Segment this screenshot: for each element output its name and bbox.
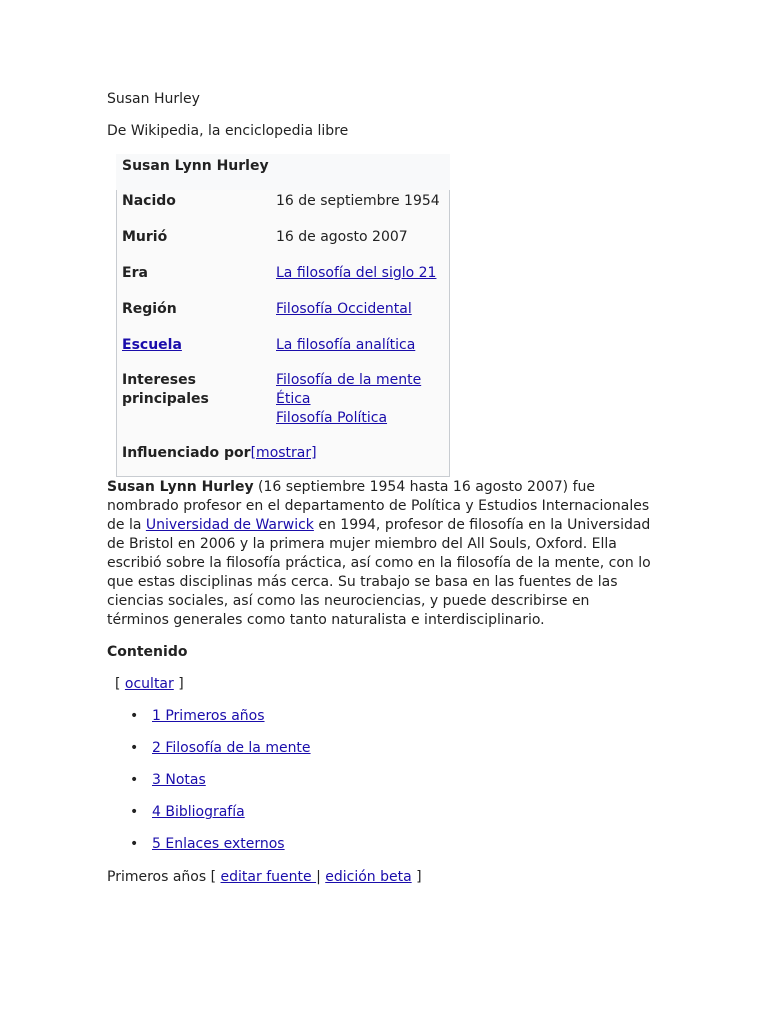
interest-link-politics[interactable]: Filosofía Política bbox=[276, 410, 388, 426]
edit-source-link[interactable]: editar fuente bbox=[220, 869, 317, 885]
influenced-toggle-link[interactable]: [mostrar] bbox=[250, 445, 317, 461]
infobox-value-interests bbox=[276, 371, 421, 428]
infobox-label-born: Nacido bbox=[122, 193, 176, 209]
infobox-value-school bbox=[276, 336, 415, 355]
bullet-icon: • bbox=[130, 836, 139, 852]
intro-bold-name: Susan Lynn Hurley bbox=[107, 479, 254, 495]
school-label-link[interactable]: Escuela bbox=[122, 337, 182, 353]
bullet-icon: • bbox=[130, 740, 139, 756]
infobox-row-influenced bbox=[122, 444, 317, 463]
school-link[interactable]: La filosofía analítica bbox=[276, 337, 416, 353]
region-link[interactable]: Filosofía Occidental bbox=[276, 301, 412, 317]
page-tagline: De Wikipedia, la enciclopedia libre bbox=[107, 123, 349, 139]
edit-close-bracket: ] bbox=[411, 869, 422, 885]
contents-title: Contenido bbox=[107, 644, 188, 660]
interests-label-line1: Intereses bbox=[122, 372, 196, 388]
bullet-icon: • bbox=[130, 804, 139, 820]
table-of-contents bbox=[130, 707, 311, 867]
intro-text-1: (16 septiembre 1954 hasta 16 agosto 2007) fue nombrado profesor en el departamento de Política y Estudios Internacionales de la bbox=[107, 479, 650, 533]
infobox-value-died: 16 de agosto 2007 bbox=[276, 229, 408, 245]
intro-text-2: en 1994, profesor de filosofía en la Universidad de Bristol en 2006 y la primera mujer miembro del All Souls, Oxford. Ella escribió sobre la filosofía práctica, así como en la filosofía de la mente, con lo que estas disciplinas más cerca. Su trabajo se basa en las fuentes de las ciencias sociales, así como las neurociencias, y puede describirse en términos generales como tanto naturalista e interdisciplinario. bbox=[107, 517, 651, 628]
infobox-value-born: 16 de septiembre 1954 bbox=[276, 193, 440, 209]
toc-item bbox=[130, 803, 311, 835]
page-title: Susan Hurley bbox=[107, 91, 200, 107]
intro-paragraph bbox=[107, 478, 652, 630]
infobox-label-era: Era bbox=[122, 265, 148, 281]
era-link[interactable]: La filosofía del siglo 21 bbox=[276, 265, 437, 281]
infobox-label-school bbox=[122, 336, 182, 355]
bullet-icon: • bbox=[130, 708, 139, 724]
section-heading-text: Primeros años bbox=[107, 869, 207, 885]
bullet-icon: • bbox=[130, 772, 139, 788]
edit-beta-link[interactable]: edición beta bbox=[325, 869, 412, 885]
toc-link-bibliography[interactable]: 4 Bibliografía bbox=[152, 804, 245, 820]
toc-item bbox=[130, 835, 311, 867]
toc-item bbox=[130, 739, 311, 771]
toc-item bbox=[130, 707, 311, 739]
infobox-label-influenced: Influenciado por bbox=[122, 445, 251, 461]
hide-contents-link[interactable]: ocultar bbox=[124, 676, 174, 692]
toc-link-early-years[interactable]: 1 Primeros años bbox=[152, 708, 265, 724]
toc-link-notes[interactable]: 3 Notas bbox=[152, 772, 206, 788]
interests-label-line2: principales bbox=[122, 391, 209, 407]
infobox-value-era bbox=[276, 264, 436, 283]
warwick-link[interactable]: Universidad de Warwick bbox=[145, 517, 314, 533]
infobox-label-region: Región bbox=[122, 301, 177, 317]
infobox-label-interests bbox=[122, 371, 209, 409]
toc-link-external-links[interactable]: 5 Enlaces externos bbox=[152, 836, 285, 852]
edit-open-bracket: [ bbox=[206, 869, 221, 885]
interest-link-ethics[interactable]: Ética bbox=[276, 391, 311, 407]
toggle-open-bracket: [ bbox=[115, 676, 125, 692]
infobox-title: Susan Lynn Hurley bbox=[122, 158, 269, 174]
interest-link-mind[interactable]: Filosofía de la mente bbox=[276, 372, 422, 388]
infobox-header bbox=[116, 154, 450, 190]
toc-link-philosophy-of-mind[interactable]: 2 Filosofía de la mente bbox=[152, 740, 311, 756]
contents-toggle bbox=[115, 676, 184, 692]
infobox-value-region bbox=[276, 300, 412, 319]
infobox-label-died: Murió bbox=[122, 229, 168, 245]
section-heading-early-years bbox=[107, 869, 422, 885]
edit-separator: | bbox=[316, 869, 326, 885]
toc-item bbox=[130, 771, 311, 803]
toggle-close-bracket: ] bbox=[173, 676, 184, 692]
infobox bbox=[116, 154, 450, 478]
